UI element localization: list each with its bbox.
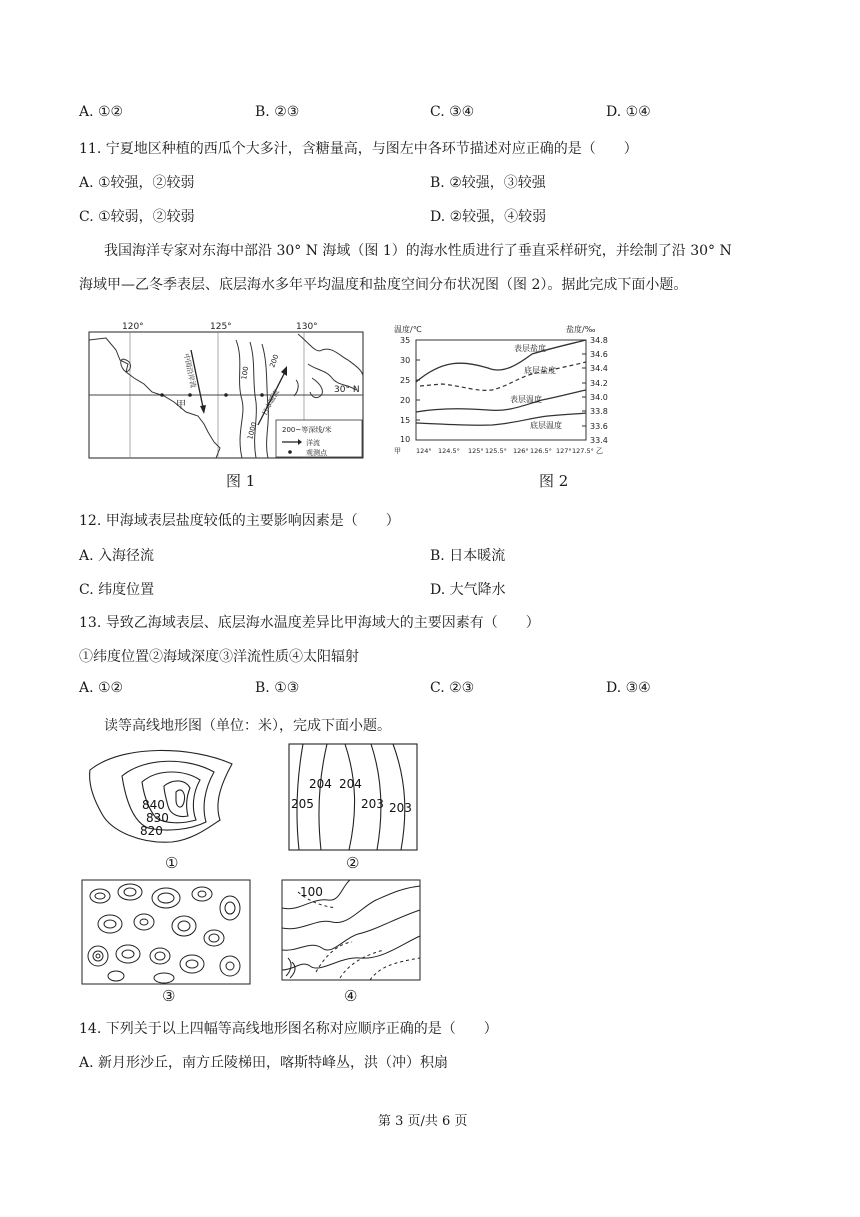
fig2-ytick-10: 10 [400, 435, 411, 444]
q13-option-d: D. ③④ [606, 680, 651, 696]
fig2-ytick-15: 15 [400, 416, 411, 425]
q13-stem: 13. 导致乙海域表层、底层海水温度差异比甲海域大的主要因素有（ ） [79, 615, 540, 631]
q10-option-a: A. ①② [79, 104, 124, 120]
passage1-line1: 我国海洋专家对东海中部沿 30° N 海域（图 1）的海水性质进行了垂直采样研究，并绘制了沿 30° N [104, 243, 732, 259]
fig1-legend-station: 观测点 [306, 449, 327, 457]
passage2-text: 读等高线地形图（单位：米），完成下面小题。 [104, 718, 391, 734]
fig1-legend-isobath: 200~等深线/米 [282, 426, 332, 434]
contour-map-2 [287, 742, 419, 852]
q10-option-b: B. ②③ [255, 104, 300, 120]
figure1-map [86, 320, 366, 460]
fig2-y-right-title: 盐度/‰ [566, 325, 596, 334]
fig1-label-jia: 甲 [176, 400, 186, 411]
fig2-rtick-33-4: 33.4 [590, 436, 608, 445]
fig2-rtick-34-0: 34.0 [590, 393, 608, 402]
q10-option-d: D. ①④ [606, 104, 651, 120]
map2-label-203-a: 203 [361, 797, 384, 811]
fig2-rtick-34-6: 34.6 [590, 350, 608, 359]
contour-map-4 [280, 878, 422, 982]
fig1-lat-label: 30° N [334, 385, 360, 395]
q12-option-d: D. 大气降水 [430, 582, 506, 598]
q14-stem: 14. 下列关于以上四幅等高线地形图名称对应顺序正确的是（ ） [79, 1021, 498, 1037]
q13-option-b: B. ①③ [255, 680, 300, 696]
q11-stem: 11. 宁夏地区种植的西瓜个大多汁，含糖量高，与图左中各环节描述对应正确的是（ ） [79, 141, 638, 157]
map1-label-840: 840 [142, 798, 165, 812]
map3-caption: ③ [162, 987, 176, 1005]
q11-option-a: A. ①较强，②较弱 [79, 175, 195, 191]
fig2-x-127-5: 127.5° [572, 447, 594, 455]
fig2-x-124: 124° [416, 447, 432, 455]
map2-label-205: 205 [291, 797, 314, 811]
fig1-current-jp: 日本暖流 [260, 388, 281, 417]
fig2-x-yi: 乙 [596, 447, 603, 455]
fig2-x-jia: 甲 [394, 447, 401, 455]
map2-caption: ② [346, 854, 360, 872]
fig2-rtick-34-8: 34.8 [590, 336, 608, 345]
q13-option-a: A. ①② [79, 680, 124, 696]
fig1-depth-1000: 1000 [246, 421, 259, 441]
fig1-depth-200: 200 [268, 353, 281, 369]
fig1-lon-130: 130° [296, 322, 318, 332]
q11-option-c: C. ①较弱，②较弱 [79, 209, 195, 225]
map2-label-204-a: 204 [309, 777, 332, 791]
map1-label-820: 820 [140, 824, 163, 838]
q14-option-a: A. 新月形沙丘，南方丘陵梯田，喀斯特峰丛，洪（冲）积扇 [79, 1055, 449, 1071]
fig2-label-bottom-salinity: 底层盐度 [524, 366, 556, 375]
map4-caption: ④ [344, 987, 358, 1005]
figure2-chart [392, 320, 618, 460]
passage1-line2: 海域甲—乙冬季表层、底层海水多年平均温度和盐度空间分布状况图（图 2）。据此完成下面小题。 [79, 277, 688, 293]
q11-option-b: B. ②较强，③较强 [430, 175, 546, 191]
fig2-label-surface-temp: 表层温度 [510, 395, 542, 404]
fig2-rtick-33-8: 33.8 [590, 407, 608, 416]
q11-option-d: D. ②较强，④较弱 [430, 209, 547, 225]
q10-option-c: C. ③④ [430, 104, 475, 120]
fig2-y-left-title: 温度/℃ [394, 325, 422, 334]
q13-sub-items: ①纬度位置②海域深度③洋流性质④太阳辐射 [79, 649, 359, 665]
fig2-ytick-20: 20 [400, 396, 411, 405]
q12-option-c: C. 纬度位置 [79, 582, 155, 598]
figure1-caption: 图 1 [226, 472, 256, 490]
fig1-lon-120: 120° [122, 322, 144, 332]
fig2-x-126: 126° [513, 447, 529, 455]
q13-option-c: C. ②③ [430, 680, 475, 696]
fig1-depth-100: 100 [240, 365, 251, 381]
fig2-x-125: 125° [468, 447, 484, 455]
fig2-rtick-33-6: 33.6 [590, 422, 608, 431]
fig1-current-cn: 中国沿岸流 [182, 352, 198, 389]
contour-map-1 [82, 742, 262, 872]
q12-option-a: A. 入海径流 [79, 548, 155, 564]
map2-label-203-b: 203 [389, 801, 412, 815]
contour-map-3 [80, 878, 252, 986]
fig2-rtick-34-2: 34.2 [590, 379, 608, 388]
map2-label-204-b: 204 [339, 777, 362, 791]
fig2-x-124-5: 124.5° [438, 447, 460, 455]
map4-label-100: 100 [300, 885, 323, 899]
fig1-lon-125: 125° [210, 322, 232, 332]
fig2-label-bottom-temp: 底层温度 [530, 421, 562, 430]
fig2-rtick-34-4: 34.4 [590, 364, 608, 373]
fig1-legend-current: 洋流 [306, 439, 320, 447]
q12-stem: 12. 甲海域表层盐度较低的主要影响因素是（ ） [79, 513, 400, 529]
map1-label-830: 830 [146, 811, 169, 825]
q12-option-b: B. 日本暖流 [430, 548, 506, 564]
fig2-x-126-5: 126.5° [530, 447, 552, 455]
fig2-ytick-30: 30 [400, 356, 411, 365]
fig2-x-127: 127° [556, 447, 572, 455]
fig2-ytick-35: 35 [400, 336, 411, 345]
fig2-ytick-25: 25 [400, 376, 411, 385]
map1-caption: ① [165, 854, 179, 872]
page-footer: 第 3 页/共 6 页 [378, 1114, 468, 1129]
fig2-label-surface-salinity: 表层盐度 [514, 344, 546, 353]
figure2-caption: 图 2 [539, 472, 569, 490]
fig2-x-125-5: 125.5° [485, 447, 507, 455]
